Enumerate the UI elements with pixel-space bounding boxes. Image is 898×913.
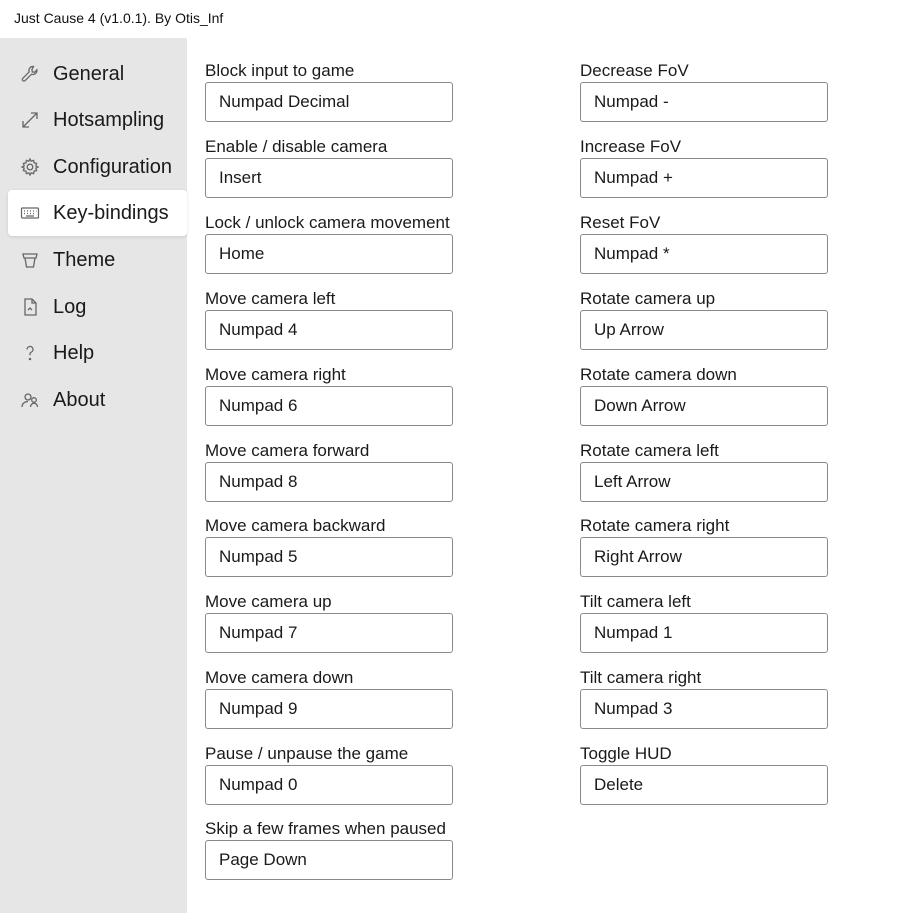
binding-label: Move camera up	[205, 592, 332, 611]
binding-input[interactable]: Numpad 8	[205, 462, 453, 502]
binding-label: Rotate camera left	[580, 441, 719, 460]
binding-input[interactable]: Numpad 9	[205, 689, 453, 729]
binding-label: Tilt camera left	[580, 592, 691, 611]
binding-input[interactable]: Numpad Decimal	[205, 82, 453, 122]
sidebar-item-label: Theme	[53, 249, 116, 271]
sidebar-item-label: General	[53, 63, 125, 85]
people-icon	[20, 390, 40, 410]
binding-input[interactable]: Right Arrow	[580, 537, 828, 577]
binding-label: Lock / unlock camera movement	[205, 213, 450, 232]
binding-block-input	[205, 59, 455, 122]
binding-reset-fov	[580, 211, 830, 274]
binding-move-forward	[205, 439, 455, 502]
binding-decrease-fov	[580, 59, 830, 122]
binding-toggle-hud	[580, 742, 830, 805]
sidebar-item-label: Hotsampling	[53, 109, 165, 131]
sidebar-item-general[interactable]	[8, 51, 187, 97]
sidebar	[0, 38, 187, 913]
binding-label: Enable / disable camera	[205, 137, 388, 156]
binding-lock-camera	[205, 211, 455, 274]
binding-enable-camera	[205, 135, 455, 198]
sidebar-item-hotsampling[interactable]	[8, 97, 187, 143]
binding-label: Block input to game	[205, 61, 355, 80]
binding-label: Toggle HUD	[580, 744, 672, 763]
log-file-icon	[20, 297, 40, 317]
binding-move-down	[205, 666, 455, 729]
theme-icon	[20, 250, 40, 270]
sidebar-item-help[interactable]	[8, 330, 187, 376]
sidebar-item-label: Log	[53, 296, 87, 318]
binding-move-backward	[205, 514, 455, 577]
sidebar-item-label: Help	[53, 342, 95, 364]
sidebar-item-label: Key-bindings	[53, 202, 169, 224]
binding-label: Move camera forward	[205, 441, 370, 460]
sidebar-item-configuration[interactable]	[8, 144, 187, 190]
binding-label: Increase FoV	[580, 137, 682, 156]
binding-label: Rotate camera up	[580, 289, 716, 308]
sidebar-item-log[interactable]	[8, 284, 187, 330]
key-bindings-panel	[187, 38, 898, 913]
binding-input[interactable]: Numpad *	[580, 234, 828, 274]
binding-input[interactable]: Insert	[205, 158, 453, 198]
binding-label: Reset FoV	[580, 213, 661, 232]
binding-label: Move camera right	[205, 365, 346, 384]
title-bar	[0, 0, 898, 38]
wrench-icon	[20, 64, 40, 84]
binding-move-up	[205, 590, 455, 653]
binding-skip-frames	[205, 817, 455, 880]
binding-label: Rotate camera right	[580, 516, 730, 535]
sidebar-item-label: Configuration	[53, 156, 172, 178]
binding-move-left	[205, 287, 455, 350]
binding-label: Skip a few frames when paused	[205, 819, 446, 838]
question-mark-icon	[20, 343, 40, 363]
binding-label: Move camera left	[205, 289, 336, 308]
binding-input[interactable]: Numpad 5	[205, 537, 453, 577]
binding-input[interactable]: Numpad 7	[205, 613, 453, 653]
window-title: Just Cause 4 (v1.0.1). By Otis_Inf	[14, 10, 224, 26]
binding-label: Tilt camera right	[580, 668, 702, 687]
binding-input[interactable]: Numpad 3	[580, 689, 828, 729]
binding-input[interactable]: Numpad -	[580, 82, 828, 122]
binding-input[interactable]: Numpad 1	[580, 613, 828, 653]
binding-input[interactable]: Down Arrow	[580, 386, 828, 426]
sidebar-item-label: About	[53, 389, 106, 411]
binding-pause	[205, 742, 455, 805]
binding-input[interactable]: Numpad +	[580, 158, 828, 198]
binding-label: Decrease FoV	[580, 61, 689, 80]
sidebar-item-about[interactable]	[8, 377, 187, 423]
binding-rotate-left	[580, 439, 830, 502]
binding-input[interactable]: Numpad 4	[205, 310, 453, 350]
binding-input[interactable]: Delete	[580, 765, 828, 805]
binding-rotate-down	[580, 363, 830, 426]
binding-tilt-right	[580, 666, 830, 729]
binding-label: Pause / unpause the game	[205, 744, 409, 763]
binding-input[interactable]: Up Arrow	[580, 310, 828, 350]
sidebar-item-theme[interactable]	[8, 237, 187, 283]
resize-arrows-icon	[20, 110, 40, 130]
binding-input[interactable]: Numpad 0	[205, 765, 453, 805]
binding-label: Rotate camera down	[580, 365, 737, 384]
keyboard-icon	[20, 203, 40, 223]
binding-increase-fov	[580, 135, 830, 198]
binding-rotate-right	[580, 514, 830, 577]
binding-label: Move camera down	[205, 668, 354, 687]
binding-input[interactable]: Left Arrow	[580, 462, 828, 502]
binding-rotate-up	[580, 287, 830, 350]
sidebar-item-key-bindings[interactable]	[8, 190, 187, 236]
gear-icon	[20, 157, 40, 177]
binding-input[interactable]: Numpad 6	[205, 386, 453, 426]
binding-move-right	[205, 363, 455, 426]
binding-label: Move camera backward	[205, 516, 386, 535]
binding-input[interactable]: Home	[205, 234, 453, 274]
binding-tilt-left	[580, 590, 830, 653]
binding-input[interactable]: Page Down	[205, 840, 453, 880]
